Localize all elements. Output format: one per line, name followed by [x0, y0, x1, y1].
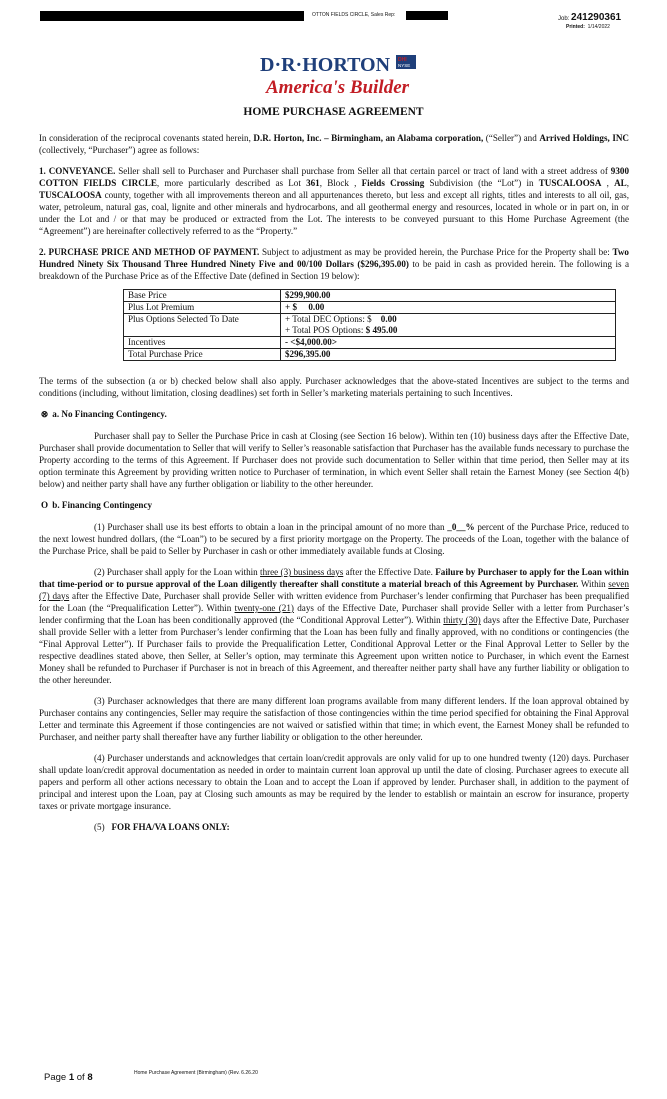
section-b-para-4: (4) Purchaser understands and acknowledges that certain loan/credit approvals are only valid for up to one hundred twenty (120) days. Purchaser shall update loan/credit approval documentation as needed in order to maintain current loan approval up until the date of closing. Purchaser agrees to execute all papers and perform all other actions necessary to obtain the Loan and to accept the Loan if approved by lender. Purchaser shall, in addition to the payment of principal and interest upon the Loan, pay at Closing such amounts as may be required by the lender to establish or maintain an escrow for insurance, property taxes or private mortgage insurance.: [39, 753, 629, 811]
table-row: Total Purchase Price $296,395.00: [124, 349, 616, 361]
unchecked-radio-icon: O: [40, 500, 49, 510]
printed-date: Printed: 1/14/2022: [566, 24, 610, 30]
checked-radio-icon: ⊗: [40, 409, 49, 419]
header-lot-text: OTTON FIELDS CIRCLE, Sales Rep:: [312, 12, 396, 18]
svg-text:NYSE: NYSE: [398, 63, 411, 68]
table-row: Incentives - <$4,000.00>: [124, 337, 616, 349]
table-row: Plus Options Selected To Date + Total DEC Options: $ 0.00 + Total POS Options: $ 495.00: [124, 314, 616, 337]
section-b-para-1: (1) Purchaser shall use its best efforts to obtain a loan in the principal amount of no more than _0__% percent of the Purchase Price, reduced to the next lowest hundred dollars, (the “Loan”) to be secured by a first priority mortgage on the Property. The proceeds of the Loan, together with the balance of the Purchase Price, shall be paid to Seller by Purchaser in cash or other immediately available funds at Closing.: [39, 522, 629, 556]
agreement-body: [39, 132, 629, 842]
svg-text:America's Builder: America's Builder: [266, 77, 410, 98]
page-header: [0, 8, 667, 28]
table-row: Plus Lot Premium + $ 0.00: [124, 302, 616, 314]
job-number: Job: 241290361: [558, 12, 622, 23]
price-breakdown-table: [123, 289, 616, 361]
section-1-conveyance: 1. CONVEYANCE. Seller shall sell to Purchaser and Purchaser shall purchase from Seller all that certain parcel or tract of land with a street address of 9300 COTTON FIELDS CIRCLE, more particularly described as Lot 361, Block , Fields Crossing Subdivision (the “Lot”) in TUSCALOOSA , AL, TUSCALOOSA county, together with all improvements thereon and all appurtenances thereto, but less and except all rights, titles and interests to all oil, gas, water, petroleum, natural gas, coal, lignite and other minerals and hydrocarbons, and all geothermal energy and resources, located in whole or in part on, in or under the Lot and / or that may be produced or extracted from the Lot. The interests to be conveyed pursuant to this Home Purchase Agreement (the “Agreement”) are hereinafter collectively referred to as the “Property.”: [39, 166, 630, 236]
section-a-heading: ⊗ a. No Financing Contingency.: [40, 409, 167, 419]
redaction-bar: [406, 11, 448, 20]
section-2-purchase-price: 2. PURCHASE PRICE AND METHOD OF PAYMENT. Subject to adjustment as may be provided herein, the Purchase Price for the Property shall be: Two Hundred Ninety Six Thousand Three Hundred Ninety Five and 00/100 Dollars ($296,395.00) to be paid in cash as provided herein. The following is a breakdown of the Purchase Price as of the Effective Date (defined in Section 19 below):: [39, 247, 629, 281]
page-footer: [44, 1067, 258, 1085]
document-title: HOME PURCHASE AGREEMENT: [243, 106, 424, 118]
page-number: Page 1 of 8: [44, 1072, 93, 1083]
section-b-para-5: (5) FOR FHA/VA LOANS ONLY:: [94, 822, 230, 832]
intro-paragraph: In consideration of the reciprocal covenants stated herein, D.R. Horton, Inc. – Birmingham, an Alabama corporation, (“Seller”) and Arrived Holdings, INC (collectively, “Purchaser”) agree as follows:: [39, 133, 629, 155]
section-b-heading: O b. Financing Contingency: [40, 500, 153, 510]
redaction-bar: [40, 11, 304, 21]
dr-horton-logo: [258, 52, 418, 98]
table-row: Base Price $299,900.00: [124, 290, 616, 302]
document-revision: Home Purchase Agreement (Birmingham) (Rev. 6.26.20: [134, 1070, 258, 1076]
section-b-para-2: (2) Purchaser shall apply for the Loan within three (3) business days after the Effective Date. Failure by Purchaser to apply for the Loan within that time-period or to pursue approval of the Loan diligently thereafter shall constitute a material breach of this Agreement by Purchaser. Within seven (7) days after the Effective Date, Purchaser shall provide Seller with written evidence from Purchaser’s lender confirming that Purchaser has been prequalified for the Loan (the “Prequalification Letter”). Within twenty-one (21) days of the Effective Date, Purchaser shall provide Seller with a letter from Purchaser’s lender confirming that the Loan has been conditionally approved (the “Conditional Approval Letter”). Within thirty (30) days after the Effective Date, Purchaser shall provide Seller with a letter from Purchaser’s lender confirming that the Loan has been fully and finally approved, with no conditions or contingencies (the “Final Approval Letter”). If Purchaser fails to provide the Prequalification Letter, Conditional Approval Letter or the Final Approval Letter to Seller by the respective deadlines stated above, then Seller, at Seller’s option, may terminate this Agreement upon written notice to Purchaser, in which event the Earnest Money shall be refunded to Purchaser if Purchaser is not in breach of this Agreement, and thereafter neither party shall have any further liability or obligation to the other hereunder.: [39, 567, 630, 685]
terms-paragraph: The terms of the subsection (a or b) checked below shall also apply. Purchaser acknowledges that the above-stated Incentives are subject to the terms and conditions (including, without limitation, closing deadlines) set forth in Seller’s marketing materials pertaining to such Incentives.: [39, 376, 629, 398]
svg-text:D·R·HORTON: D·R·HORTON: [260, 54, 391, 76]
svg-text:DHI: DHI: [398, 57, 407, 63]
section-a-text: Purchaser shall pay to Seller the Purchase Price in cash at Closing (see Section 16 below). Within ten (10) business days after the Effective Date, Purchaser shall provide documentation to Seller that will verify to Seller’s reasonable satisfaction that Purchaser has the available funds necessary to purchase the Property according to the terms of this Agreement. If Purchaser does not provide such documentation to Seller within that time period, then Seller may at its option terminate this Agreement by providing written notice to Purchaser of termination, in which event Seller shall retain the Earnest Money (see Section 4(b) below) and neither party shall have any further obligation or liability to the other hereunder.: [39, 431, 629, 489]
section-b-para-3: (3) Purchaser acknowledges that there are many different loan programs available from many different lenders. If the loan approval obtained by Purchaser contains any contingencies, Seller may require the satisfaction of those contingencies within the time period specified for obtaining the Final Approval Letter and terminate this Agreement if those contingencies are not waived or satisfied within that time; in which event, the Earnest Money shall be refunded to Purchaser, and neither party shall thereafter have any further liability or obligation to the other hereunder.: [39, 696, 629, 742]
